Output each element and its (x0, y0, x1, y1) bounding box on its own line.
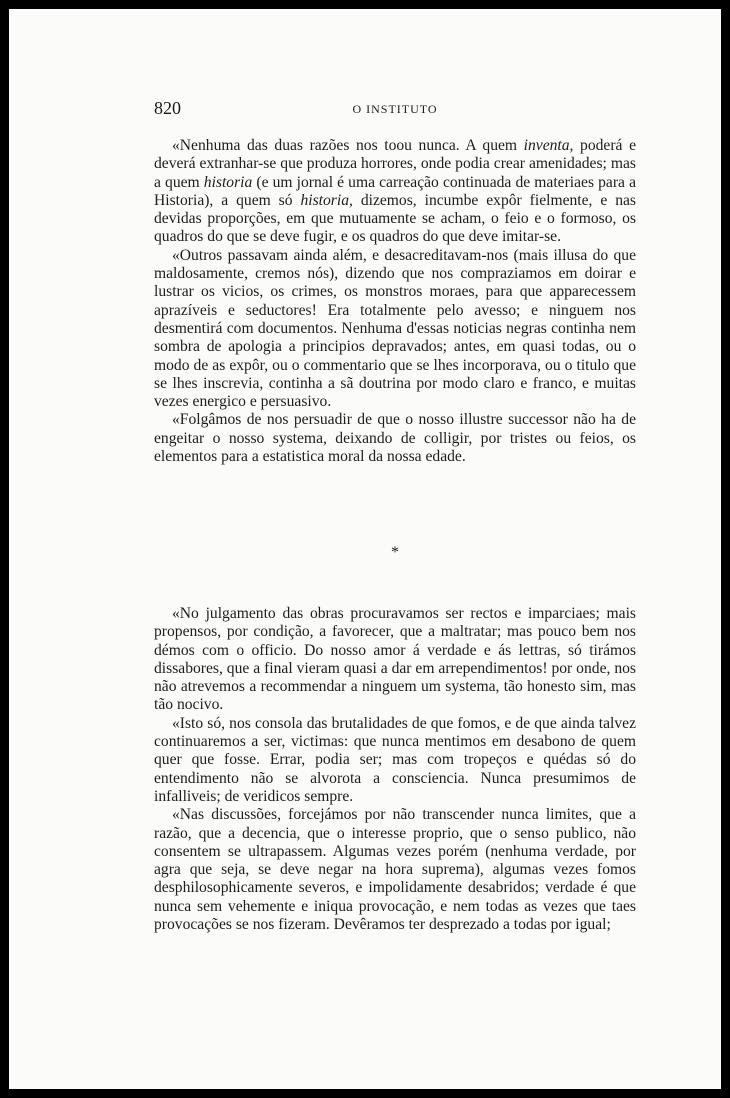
paragraph: «Folgâmos de nos persuadir de que o nosso illustre successor não ha de engeitar o nosso systema, deixando de colligir, por tristes ou feios, os elementos para a estatistica moral da nossa edade. (154, 411, 636, 466)
book-page (9, 9, 721, 1089)
paragraph: «Nenhuma das duas razões nos toou nunca. A quem inventa, poderá e deverá extranhar-se que produza horrores, onde podia crear amenidades; mas a quem historia (e um jornal é uma carreação continuada de materiaes para a Historia), a quem só historia, dizemos, incumbe expôr fielmente, e nas devidas proporções, em que mutuamente se acham, o feio e o formoso, os quadros do que se deve fugir, e os quadros do que deve imitar-se. (154, 137, 636, 246)
paragraph: «Nas discussões, forcejámos por não transcender nunca limites, que a razão, que a decencia, que o interesse proprio, que o senso publico, não consentem se ultrapassem. Algumas vezes porém (nenhuma verdade, por agra que seja, se deve negar na hora suprema), algumas vezes fomos desphilosophicamente severos, e impolidamente desabridos; verdade é que nunca sem vehemente e iniqua provocação, e nem todas as vezes que taes provocações se nos fizeram. Devêramos ter desprezado a todas por igual; (154, 806, 636, 934)
section-separator: * (391, 544, 399, 561)
paragraph: «Isto só, nos consola das brutalidades de que fomos, e de que ainda talvez continuaremos a ser, victimas: que nunca mentimos em desabono de quem quer que fosse. Errar, podia ser; mas com tropeços e quédas só do entendimento não se alvorota a consciencia. Nunca presumimos de infalliveis; de veridicos sempre. (154, 714, 636, 805)
text-block-top (154, 137, 636, 466)
text-block-bottom (154, 605, 636, 934)
paragraph: «Outros passavam ainda além, e desacreditavam-nos (mais illusa do que maldosamente, cremos nós), dizendo que nos compraziamos em doirar e lustrar os vicios, os crimes, os monstros moraes, para que apparecessem aprazíveis e seductores! Era totalmente pelo avesso; e ninguem nos desmentirá com documentos. Nenhuma d'essas noticias negras continha nem sombra de apologia a principios depravados; antes, em quasi todas, ou o modo de as expôr, ou o commentario que se lhes incorporava, ou o titulo que se lhes inscrevia, continha a sã doutrina por modo claro e franco, e muitas vezes energico e persuasivo. (154, 246, 636, 411)
running-title: O INSTITUTO (352, 102, 438, 116)
paragraph: «No julgamento das obras procuravamos ser rectos e imparciaes; mais propensos, por condição, a favorecer, que a maltratar; mas pouco bem nos démos com o officio. Do nosso amor á verdade e ás lettras, só tirámos dissabores, que a final vieram quasi a dar em arrependimentos! por onde, nos não atrevemos a recommendar a ninguem um systema, tão honesto sim, mas tão nocivo. (154, 605, 636, 714)
emphasis: historia, (300, 191, 353, 209)
emphasis: historia (203, 173, 253, 191)
emphasis: inventa, (523, 137, 574, 154)
page-header (154, 98, 636, 122)
page-number: 820 (154, 98, 181, 118)
